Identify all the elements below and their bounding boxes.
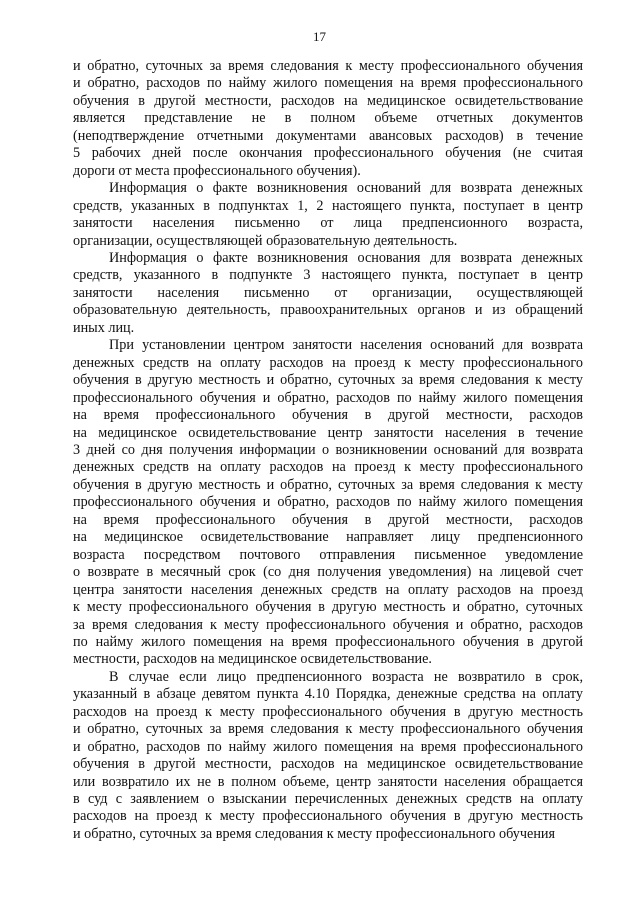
- paragraph: [73, 669, 583, 844]
- text-line: образовательную деятельность, правоохранительных органов и из обращений: [73, 302, 583, 319]
- text-line: В случае если лицо предпенсионного возраста не возвратило в срок,: [109, 668, 583, 685]
- paragraph: [73, 337, 583, 669]
- page-number: 17: [313, 29, 326, 44]
- text-line: средств, указанных в подпунктах 1, 2 настоящего пункта, поступает в центр: [73, 197, 583, 214]
- text-line: и обратно, суточных за время следования к месту профессионального обучения: [73, 58, 583, 74]
- text-line: на медицинское освидетельствование направляет лицу предпенсионного: [73, 529, 583, 546]
- text-line: возраста посредством почтового отправления письменное уведомление: [73, 546, 583, 563]
- text-line: местности, расходов на медицинское освидетельствование.: [73, 651, 432, 668]
- text-line: указанный в абзаце девятом пункта 4.10 Порядка, денежные средства на оплату: [73, 686, 583, 703]
- text-line: обучения в другой местности, расходов на медицинское освидетельствование: [73, 756, 583, 773]
- text-line: или возвратило их не в полном объеме, центр занятости населения обращается: [73, 773, 583, 790]
- text-line: обучения в другую местность и обратно, суточных за время следования к месту: [73, 476, 583, 493]
- text-line: в суд с заявлением о взыскании перечисленных денежных средств на оплату: [73, 791, 583, 808]
- text-line: Информация о факте возникновения оснований для возврата денежных: [109, 180, 583, 197]
- text-line: и обратно, расходов по найму жилого помещения на время профессионального: [73, 75, 583, 92]
- text-line: профессионального обучения и обратно, расходов по найму жилого помещения: [73, 494, 583, 511]
- text-line: по найму жилого помещения на время профессионального обучения в другой: [73, 633, 583, 650]
- text-line: (неподтверждение отчетными документами авансовых расходов) в течение: [73, 127, 583, 144]
- text-line: о возврате в месячный срок (со дня получения уведомления) на лицевой счет: [73, 564, 583, 581]
- text-line: Информация о факте возникновения основания для возврата денежных: [109, 249, 583, 266]
- text-line: занятости населения письменно от организации, осуществляющей: [73, 284, 583, 301]
- text-line: обучения в другой местности, расходов на медицинское освидетельствование: [73, 92, 583, 109]
- text-line: является представление не в полном объеме отчетных документов: [73, 110, 583, 127]
- document-body: [73, 58, 583, 843]
- text-line: 5 рабочих дней после окончания профессионального обучения (не считая: [73, 145, 583, 162]
- text-line: денежных средств на оплату расходов на проезд к месту профессионального: [73, 459, 583, 476]
- text-line: иных лиц.: [73, 319, 135, 336]
- text-line: расходов на проезд к месту профессионального обучения в другую местность: [73, 703, 583, 720]
- text-line: средств, указанного в подпункте 3 настоящего пункта, поступает в центр: [73, 267, 583, 284]
- text-line: на время профессионального обучения в другой местности, расходов: [73, 407, 583, 424]
- text-line: 3 дней со дня получения информации о возникновении оснований для возврата: [73, 441, 583, 458]
- text-line: на медицинское освидетельствование центр занятости населения в течение: [73, 424, 583, 441]
- paragraph: [73, 58, 583, 180]
- text-line: профессионального обучения и обратно, расходов по найму жилого помещения: [73, 389, 583, 406]
- text-line: и обратно, суточных за время следования к месту профессионального обучения: [73, 825, 556, 842]
- text-line: на время профессионального обучения в другой местности, расходов: [73, 511, 583, 528]
- text-line: и обратно, суточных за время следования к месту профессионального обучения: [73, 721, 583, 738]
- text-line: к месту профессионального обучения в другую местность и обратно, суточных: [73, 599, 583, 616]
- text-line: организации, осуществляющей образовательную деятельность.: [73, 232, 458, 249]
- text-line: денежных средств на оплату расходов на проезд к месту профессионального: [73, 354, 583, 371]
- text-line: При установлении центром занятости населения оснований для возврата: [109, 337, 583, 354]
- text-line: занятости населения письменно от лица предпенсионного возраста,: [73, 215, 583, 232]
- text-line: обучения в другую местность и обратно, суточных за время следования к месту: [73, 372, 583, 389]
- paragraph: [73, 180, 583, 250]
- paragraph: [73, 250, 583, 337]
- text-line: и обратно, расходов по найму жилого помещения на время профессионального: [73, 738, 583, 755]
- text-line: расходов на проезд к месту профессионального обучения в другую местность: [73, 808, 583, 825]
- text-line: дороги от места профессионального обучения).: [73, 162, 361, 179]
- text-line: центра занятости населения денежных средств на оплату расходов на проезд: [73, 581, 583, 598]
- text-line: за время следования к месту профессионального обучения и обратно, расходов: [73, 616, 583, 633]
